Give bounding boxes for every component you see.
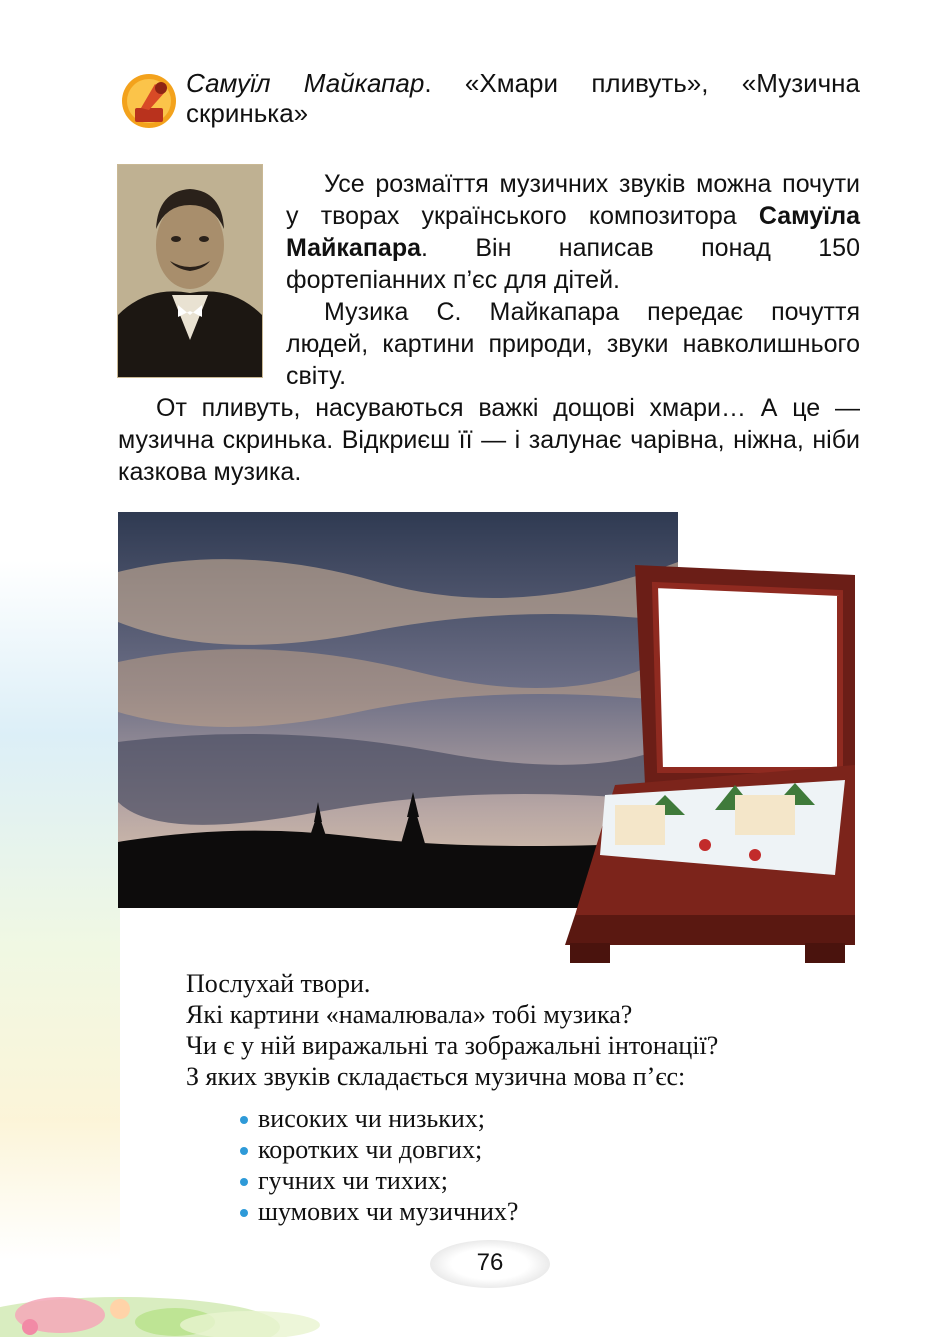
composer-portrait (117, 164, 263, 378)
question-4: З яких звуків складається музична мова п’єс: (186, 1062, 686, 1091)
list-item-text: гучних чи тихих; (258, 1166, 448, 1195)
list-item-text: шумових чи музичних? (258, 1197, 519, 1226)
bullet-dot-icon (240, 1147, 248, 1155)
questions-block (186, 968, 866, 1092)
list-item-text: високих чи низьких; (258, 1104, 485, 1133)
intro-text (286, 168, 860, 392)
listen-gramophone-icon (121, 70, 177, 132)
list-item (238, 1103, 838, 1134)
bullet-list (238, 1103, 838, 1227)
intro-p1-text: Усе розмаїття музичних звуків можна почути у творах українського композитора (286, 170, 860, 230)
list-item (238, 1134, 838, 1165)
list-item-text: коротких чи довгих; (258, 1135, 483, 1164)
intro-paragraph-1 (286, 168, 860, 296)
list-item (238, 1196, 838, 1227)
list-item (238, 1165, 838, 1196)
intro-p1-end: . Він написав понад 150 фортепіанних п’єс для дітей. (286, 234, 860, 294)
left-decorative-band (0, 560, 120, 1260)
question-3: Чи є у ній виражальні та зображальні інтонації? (186, 1031, 719, 1060)
page-number-text: 76 (476, 1249, 504, 1276)
music-box-photo (555, 555, 875, 975)
intro-continuation (118, 392, 860, 488)
bullet-dot-icon (240, 1178, 248, 1186)
page-number (430, 1240, 550, 1290)
section-header (186, 68, 860, 128)
intro-paragraph-3: От пливуть, насуваються важкі дощові хмари… А це — музична скринька. Відкриєш її — і залунає чарівна, ніжна, ніби казкова музика. (118, 394, 860, 486)
header-works: . «Хмари пливуть», «Музична скринька» (186, 68, 861, 128)
intro-p1-bold: Самуїла Майкапара (286, 202, 860, 262)
bullet-dot-icon (240, 1116, 248, 1124)
question-2: Які картини «намалювала» тобі музика? (186, 1000, 633, 1029)
bullet-dot-icon (240, 1209, 248, 1217)
question-1: Послухай твори. (186, 969, 371, 998)
composer-name: Самуїл Майкапар (186, 68, 425, 98)
intro-paragraph-2: Музика С. Майкапара передає почуття людей, картини природи, звуки навколишнього світу. (286, 298, 860, 390)
